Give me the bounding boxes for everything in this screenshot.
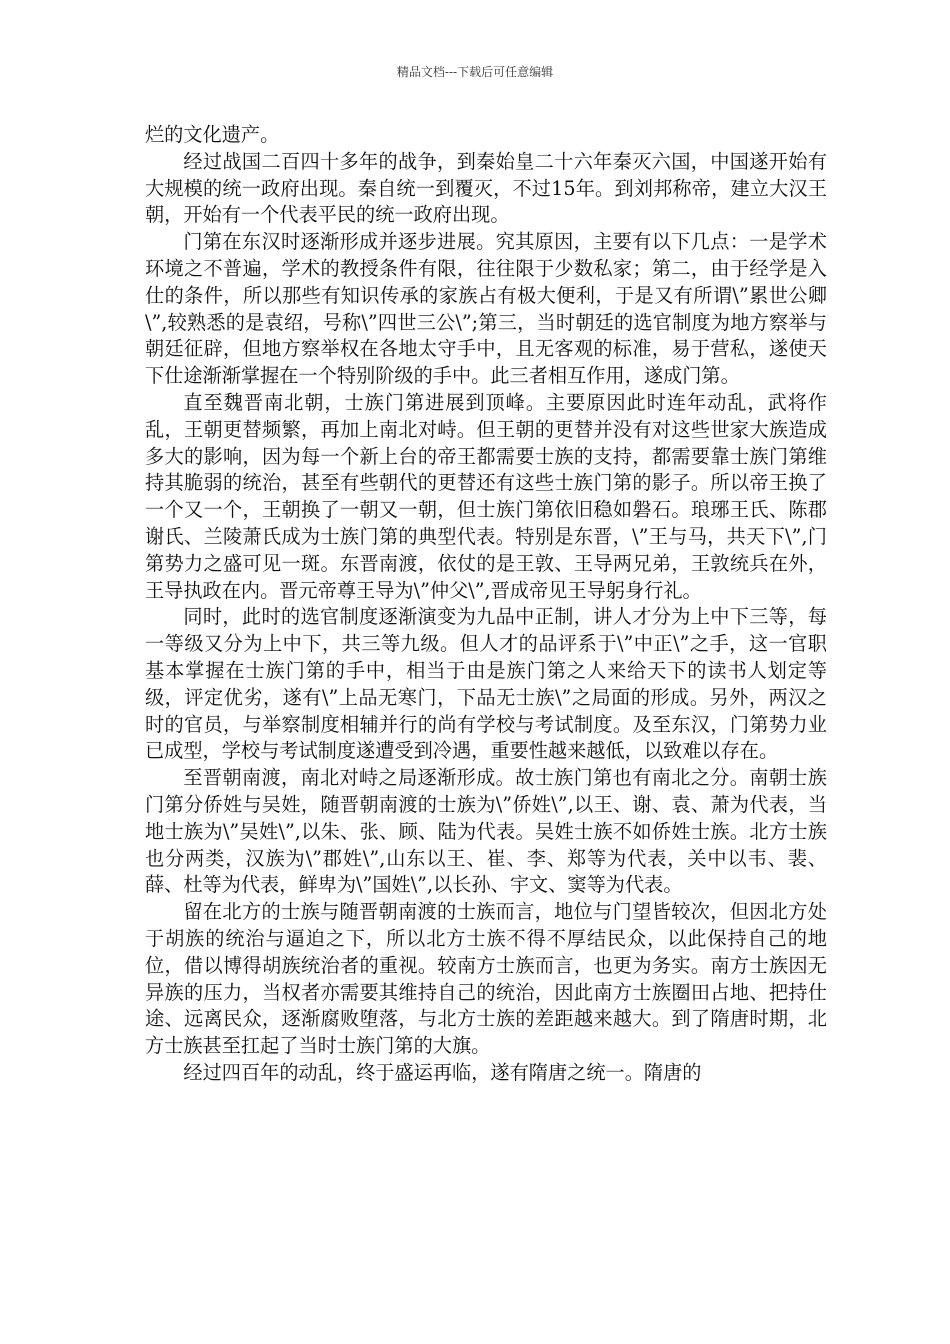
paragraph: 留在北方的士族与随晋朝南渡的士族而言，地位与门望皆较次，但因北方处于胡族的统治与逼迫之下，所以北方士族不得不厚结民众，以此保持自己的地位，借以博得胡族统治者的重视。较南方士族而言，也更为务实。南方士族因无异族的压力，当权者亦需要其维持自己的统治，因此南方士族圈田占地、把持仕途、远离民众，逐渐腐败堕落，与北方士族的差距越来越大。到了隋唐时期，北方士族甚至扛起了当时士族门第的大旗。 <box>145 900 827 1058</box>
paragraph: 至晋朝南渡，南北对峙之局逐渐形成。故士族门第也有南北之分。南朝士族门第分侨姓与吴姓，随晋朝南渡的士族为\”侨姓\”,以王、谢、袁、萧为代表，当地士族为\”吴姓\”,以朱、张、顾、陆为代表。吴姓士族不如侨姓士族。北方士族也分两类，汉族为\”郡姓\”,山东以王、崔、李、郑等为代表，关中以韦、裴、薛、杜等为代表，鲜卑为\”国姓\”,以长孙、宇文、窦等为代表。 <box>145 766 827 897</box>
paragraph: 经过战国二百四十多年的战争，到秦始皇二十六年秦灭六国，中国遂开始有大规模的统一政府出现。秦自统一到覆灭，不过15年。到刘邦称帝，建立大汉王朝，开始有一个代表平民的统一政府出现。 <box>145 149 827 227</box>
document-body <box>145 122 827 1087</box>
paragraph: 直至魏晋南北朝，士族门第进展到顶峰。主要原因此时连年动乱，武将作乱，王朝更替频繁，再加上南北对峙。但王朝的更替并没有对这些世家大族造成多大的影响，因为每一个新上台的帝王都需要士族的支持，都需要靠士族门第维持其脆弱的统治，甚至有些朝代的更替还有这些士族门第的影子。所以帝王换了一个又一个，王朝换了一朝又一朝，但士族门第依旧稳如磐石。琅琊王氏、陈郡谢氏、兰陵萧氏成为士族门第的典型代表。特别是东晋，\”王与马，共天下\”,门第势力之盛可见一斑。东晋南渡，依仗的是王敦、王导两兄弟，王敦统兵在外，王导执政在内。晋元帝尊王导为\”仲父\”,晋成帝见王导躬身行礼。 <box>145 390 827 602</box>
paragraph: 经过四百年的动乱，终于盛运再临，遂有隋唐之统一。隋唐的 <box>183 1060 702 1084</box>
paragraph-continuation: 烂的文化遗产。 <box>145 123 280 146</box>
paragraph: 门第在东汉时逐渐形成并逐步进展。究其原因，主要有以下几点：一是学术环境之不普遍，学术的教授条件有限，往往限于少数私家；第二，由于经学是入仕的条件，所以那些有知识传承的家族占有极大便利，于是又有所谓\”累世公卿\”,较熟悉的是袁绍，号称\”四世三公\”;第三，当时朝廷的选官制度为地方察举与朝廷征辟，但地方察举权在各地太守手中，且无客观的标准，易于营私，遂使天下仕途渐渐掌握在一个特别阶级的手中。此三者相互作用，遂成门第。 <box>145 230 827 388</box>
paragraph: 同时，此时的选官制度逐渐演变为九品中正制，讲人才分为上中下三等，每一等级又分为上中下，共三等九级。但人才的品评系于\”中正\”之手，这一官职基本掌握在士族门第的手中，相当于由是族门第之人来给天下的读书人划定等级，评定优劣，遂有\”上品无寒门，下品无士族\”之局面的形成。另外，两汉之时的官员，与举察制度相辅并行的尚有学校与考试制度。及至东汉，门第势力业已成型，学校与考试制度遂遭受到冷遇，重要性越来越低，以致难以存在。 <box>145 605 827 763</box>
page-header: 精品文档---下载后可任意编辑 <box>396 65 554 79</box>
